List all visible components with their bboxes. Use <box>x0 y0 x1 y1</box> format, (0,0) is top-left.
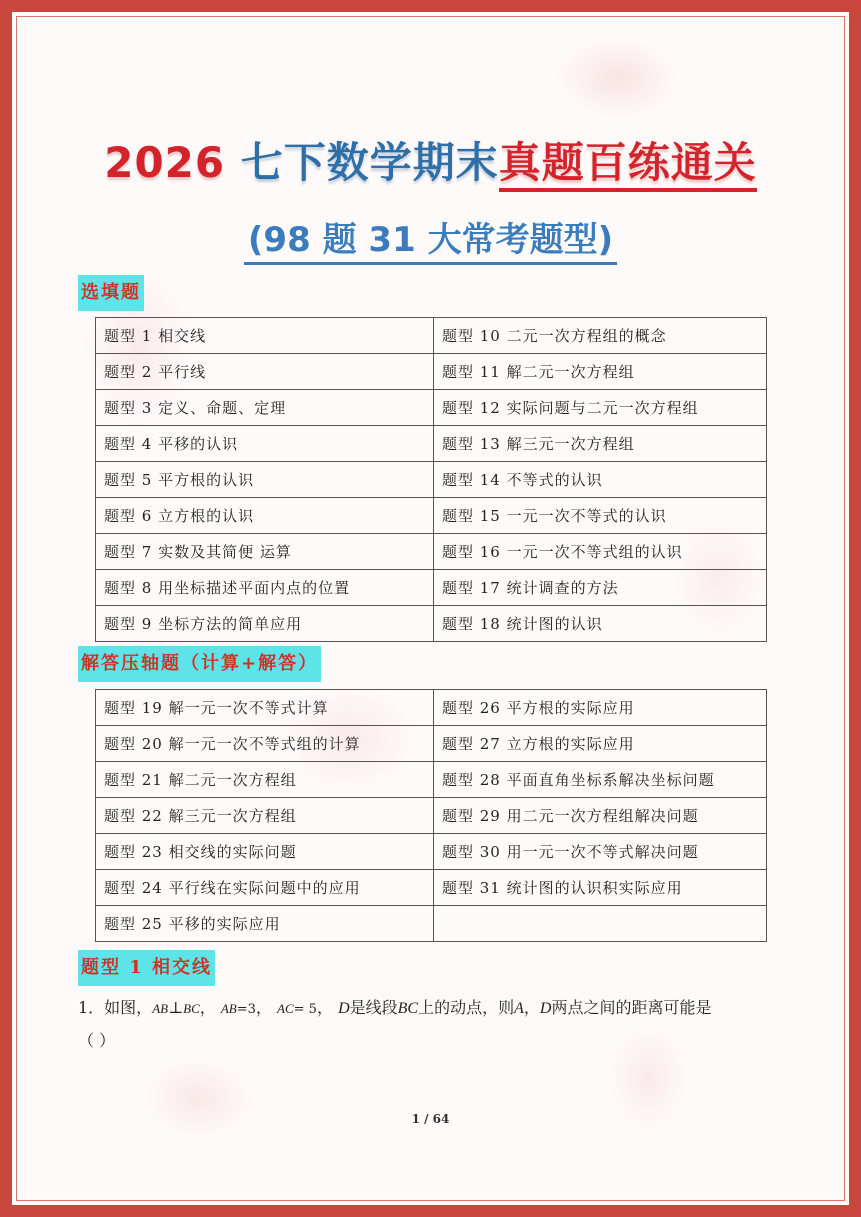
table-row <box>96 318 767 354</box>
table-row <box>96 906 767 942</box>
math-value: = 5 <box>293 1002 317 1017</box>
table-row <box>96 534 767 570</box>
math-symbol: ⊥ <box>168 998 184 1017</box>
math-var: BC <box>183 1001 200 1016</box>
topic-cell: 题型 25 平移的实际应用 <box>96 906 434 942</box>
question-text: 上的动点，则 <box>418 998 515 1017</box>
topic-cell: 题型 12 实际问题与二元一次方程组 <box>434 390 767 426</box>
topic-cell: 题型 14 不等式的认识 <box>434 462 767 498</box>
topic-cell: 题型 20 解一元一次不等式组的计算 <box>96 726 434 762</box>
table-row <box>96 690 767 726</box>
topic-cell: 题型 11 解二元一次方程组 <box>434 354 767 390</box>
topic-cell: 题型 26 平方根的实际应用 <box>434 690 767 726</box>
topic-cell: 题型 7 实数及其简便 运算 <box>96 534 434 570</box>
subtitle-text: (98 题 31 大常考题型) <box>244 220 617 265</box>
question-text: 1．如图， <box>78 998 153 1017</box>
table-row <box>96 834 767 870</box>
topic-cell: 题型 24 平行线在实际问题中的应用 <box>96 870 434 906</box>
document-title <box>0 130 861 190</box>
table-row <box>96 390 767 426</box>
topic-cell: 题型 18 统计图的认识 <box>434 606 767 642</box>
question-text: 是线段 <box>349 998 398 1017</box>
topic-cell: 题型 10 二元一次方程组的概念 <box>434 318 767 354</box>
table-row <box>96 762 767 798</box>
section-tag-fill-in: 选填题 <box>78 275 144 311</box>
math-var: BC <box>397 1000 419 1017</box>
question-text: ， <box>316 998 333 1017</box>
title-subject: 七下数学期末 <box>240 138 499 187</box>
topic-cell: 题型 23 相交线的实际问题 <box>96 834 434 870</box>
math-var: D <box>539 1000 552 1017</box>
question-text: 两点之间的距离可能是 <box>551 998 712 1017</box>
topic-cell: 题型 4 平移的认识 <box>96 426 434 462</box>
section-tag-answer: 解答压轴题（计算+解答） <box>78 646 321 682</box>
topic-table-answer <box>95 689 767 942</box>
table-row <box>96 498 767 534</box>
topic-cell: 题型 6 立方根的认识 <box>96 498 434 534</box>
topic-cell: 题型 22 解三元一次方程组 <box>96 798 434 834</box>
title-year: 2026 <box>104 138 241 187</box>
table-row <box>96 726 767 762</box>
math-value: =3 <box>236 1002 256 1017</box>
topic-cell: 题型 9 坐标方法的简单应用 <box>96 606 434 642</box>
topic-cell: 题型 8 用坐标描述平面内点的位置 <box>96 570 434 606</box>
topic-cell: 题型 3 定义、命题、定理 <box>96 390 434 426</box>
question-text: ， <box>199 998 216 1017</box>
table-row <box>96 426 767 462</box>
answer-parentheses: （ ） <box>78 1031 116 1050</box>
topic-cell: 题型 2 平行线 <box>96 354 434 390</box>
topic-cell: 题型 31 统计图的认识积实际应用 <box>434 870 767 906</box>
math-var: A <box>514 1000 524 1017</box>
topic-cell: 题型 15 一元一次不等式的认识 <box>434 498 767 534</box>
table-row <box>96 798 767 834</box>
math-var: AB <box>220 1001 237 1016</box>
math-var: AB <box>152 1001 169 1016</box>
topic-cell: 题型 27 立方根的实际应用 <box>434 726 767 762</box>
topic-cell: 题型 1 相交线 <box>96 318 434 354</box>
question-text: ， <box>255 998 272 1017</box>
section-tag-topic-1: 题型 1 相交线 <box>78 950 215 986</box>
topic-cell: 题型 21 解二元一次方程组 <box>96 762 434 798</box>
topic-cell: 题型 19 解一元一次不等式计算 <box>96 690 434 726</box>
table-row <box>96 570 767 606</box>
topic-table-fill-in <box>95 317 767 642</box>
topic-cell: 题型 13 解三元一次方程组 <box>434 426 767 462</box>
topic-cell <box>434 906 767 942</box>
table-row <box>96 606 767 642</box>
topic-cell: 题型 30 用一元一次不等式解决问题 <box>434 834 767 870</box>
topic-cell: 题型 17 统计调查的方法 <box>434 570 767 606</box>
topic-cell: 题型 29 用二元一次方程组解决问题 <box>434 798 767 834</box>
topic-cell: 题型 16 一元一次不等式组的认识 <box>434 534 767 570</box>
topic-cell: 题型 5 平方根的认识 <box>96 462 434 498</box>
math-var: D <box>338 1000 350 1017</box>
page-number: 1 / 64 <box>411 1112 450 1126</box>
title-highlight: 真题百练通关 <box>499 138 757 192</box>
question-text: ， <box>523 998 540 1017</box>
table-row <box>96 870 767 906</box>
table-row <box>96 354 767 390</box>
question-1 <box>78 994 798 1024</box>
document-subtitle <box>0 212 861 261</box>
table-row <box>96 462 767 498</box>
topic-cell: 题型 28 平面直角坐标系解决坐标问题 <box>434 762 767 798</box>
math-var: AC <box>277 1001 294 1016</box>
